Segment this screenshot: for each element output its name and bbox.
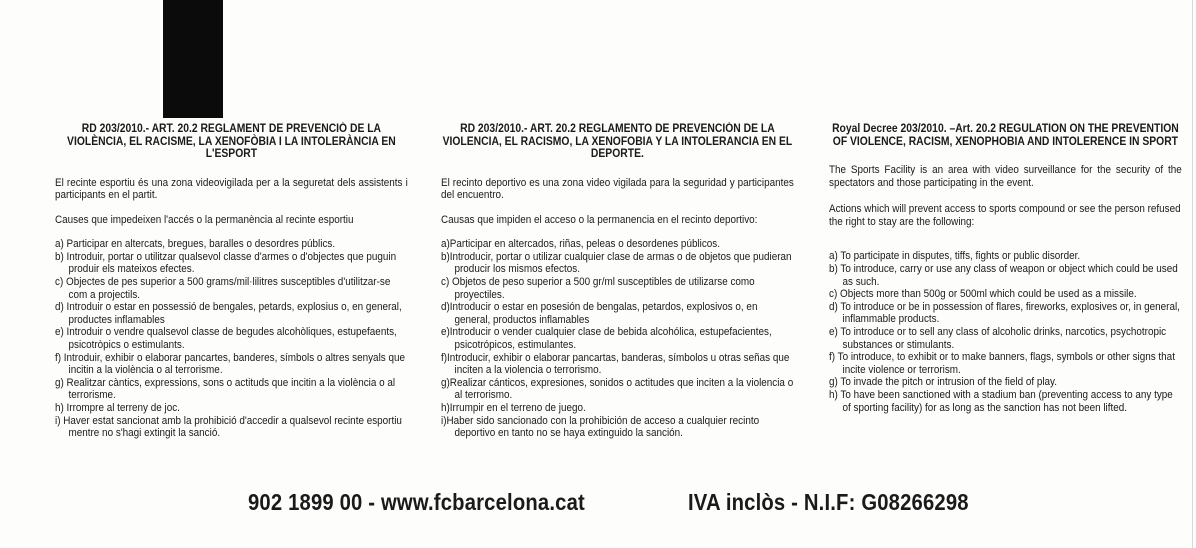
spanish-item-d: d)Introducir o estar en posesión de bengalas, petardos, explosivos o, en general, productos inflamables — [441, 301, 758, 326]
catalan-item-a: a) Participar en altercats, bregues, baralles o desordres públics. — [55, 238, 336, 251]
ticket-edge — [1192, 0, 1193, 548]
english-item-f: f) To introduce, to exhibit or to make banners, flags, symbols or other signs that incite violence or terrorism. — [829, 351, 1175, 376]
catalan-item-g: g) Realitzar càntics, expressions, sons o actituds que incitin a la violència o al terrorisme. — [55, 376, 396, 402]
english-column — [829, 123, 1182, 414]
footer-tax-id: IVA inclòs - N.I.F: G08266298 — [688, 489, 969, 515]
english-item-h: h) To have been sanctioned with a stadium ban (preventing access to any type of sporting facility) for as long as the sanction has not been lifted. — [829, 388, 1173, 414]
english-item-a: a) To participate in disputes, tiffs, fights or public disorder. — [829, 250, 1081, 263]
spanish-causes: Causas que impiden el acceso o la permanencia en el recinto deportivo: — [441, 213, 758, 226]
catalan-item-c: c) Objectes de pes superior a 500 grams/mil·lilitres susceptibles d'utilitzar-se com a projectils. — [55, 276, 391, 301]
english-item-c: c) Objects more than 500g or 500ml which could be used as a missile. — [829, 288, 1137, 301]
magnetic-strip — [163, 0, 223, 118]
spanish-intro: El recinto deportivo es una zona video vigilada para la seguridad y participantes del encuentro. — [441, 176, 794, 202]
spanish-list — [441, 238, 794, 440]
catalan-intro: El recinte esportiu és una zona videovigilada per a la seguretat dels assistents i participants en el partit. — [55, 176, 408, 202]
spanish-item-f: f)Introducir, exhibir o elaborar pancartas, banderas, símbolos u otras señas que inciten a la violencia o terrorismo. — [441, 351, 790, 377]
english-intro: The Sports Facility is an area with video surveillance for the security of the spectators and those participating in the event. — [829, 164, 1182, 189]
english-list — [829, 250, 1182, 414]
spanish-column — [441, 123, 794, 440]
footer-contact: 902 1899 00 - www.fcbarcelona.cat — [248, 489, 585, 515]
catalan-heading: RD 203/2010.- ART. 20.2 REGLAMENT DE PREVENCIÓ DE LA VIOLÈNCIA, EL RACISME, LA XENOFÒBIA I LA INTOLERÀNCIA EN L'ESPORT — [67, 123, 396, 160]
english-item-d: d) To introduce or be in possession of flares, fireworks, explosives or, in general, inflammable products. — [829, 300, 1180, 326]
catalan-item-f: f) Introduir, exhibir o elaborar pancartes, banderes, símbols o altres senyals que incitin a la violència o al terrorisme. — [55, 351, 405, 377]
english-item-b: b) To introduce, carry or use any class of weapon or object which could be used as such. — [829, 262, 1178, 288]
english-item-e: e) To introduce or to sell any class of alcoholic drinks, narcotics, psychotropic substances or stimulants. — [829, 325, 1167, 351]
spanish-item-c: c) Objetos de peso superior a 500 gr/ml susceptibles de utilizarse como proyectiles. — [441, 276, 755, 301]
ticket-footer — [0, 489, 1196, 519]
catalan-item-i: i) Haver estat sancionat amb la prohibició d'accedir a qualsevol recinte esportiu mentre no s'hagi extingit la sanció. — [55, 414, 402, 440]
spanish-item-i: i)Haber sido sancionado con la prohibición de acceso a cualquier recinto deportivo en tanto no se haya extinguido la sanción. — [441, 414, 760, 440]
spanish-item-b: b)Introducir, portar o utilizar cualquier clase de armas o de objetos que pudieran producir los mismos efectos. — [441, 250, 792, 276]
catalan-column — [55, 123, 408, 440]
spanish-item-a: a)Participar en altercados, riñas, peleas o desordenes públicos. — [441, 238, 721, 251]
catalan-causes: Causes que impedeixen l'accés o la permanència al recinte esportiu — [55, 213, 354, 226]
catalan-item-d: d) Introduir o estar en possessió de bengales, petards, explosius o, en general, productes inflamables — [55, 301, 402, 326]
catalan-list — [55, 238, 408, 440]
catalan-item-h: h) Irrompre al terreny de joc. — [55, 402, 180, 414]
spanish-item-e: e)Introducir o vender cualquier clase de bebida alcohólica, estupefacientes, psicotrópicos, estimulantes. — [441, 326, 772, 352]
catalan-item-e: e) Introduir o vendre qualsevol classe de begudes alcohòliques, estupefaents, psicotròpics o estimulants. — [55, 326, 397, 352]
english-heading: Royal Decree 203/2010. –Art. 20.2 REGULATION ON THE PREVENTION OF VIOLENCE, RACISM, XENOPHOBIA AND INTOLERENCE IN SPORT — [832, 123, 1179, 148]
english-item-g: g) To invade the pitch or intrusion of the field of play. — [829, 376, 1058, 389]
spanish-item-g: g)Realizar cánticos, expresiones, sonidos o actitudes que inciten a la violencia o al terrorismo. — [441, 376, 794, 402]
spanish-item-h: h)Irrumpir en el terreno de juego. — [441, 402, 586, 414]
english-causes: Actions which will prevent access to sports compound or see the person refused the right to stay are the following: — [829, 203, 1181, 228]
catalan-item-b: b) Introduir, portar o utilitzar qualsevol classe d'armes o d'objectes que puguin produir els mateixos efectes. — [55, 250, 397, 276]
spanish-heading: RD 203/2010.- ART. 20.2 REGLAMENTO DE PREVENCIÓN DE LA VIOLENCIA, EL RACISMO, LA XENOFOBIA Y LA INTOLERANCIA EN EL DEPORTE. — [442, 123, 793, 160]
